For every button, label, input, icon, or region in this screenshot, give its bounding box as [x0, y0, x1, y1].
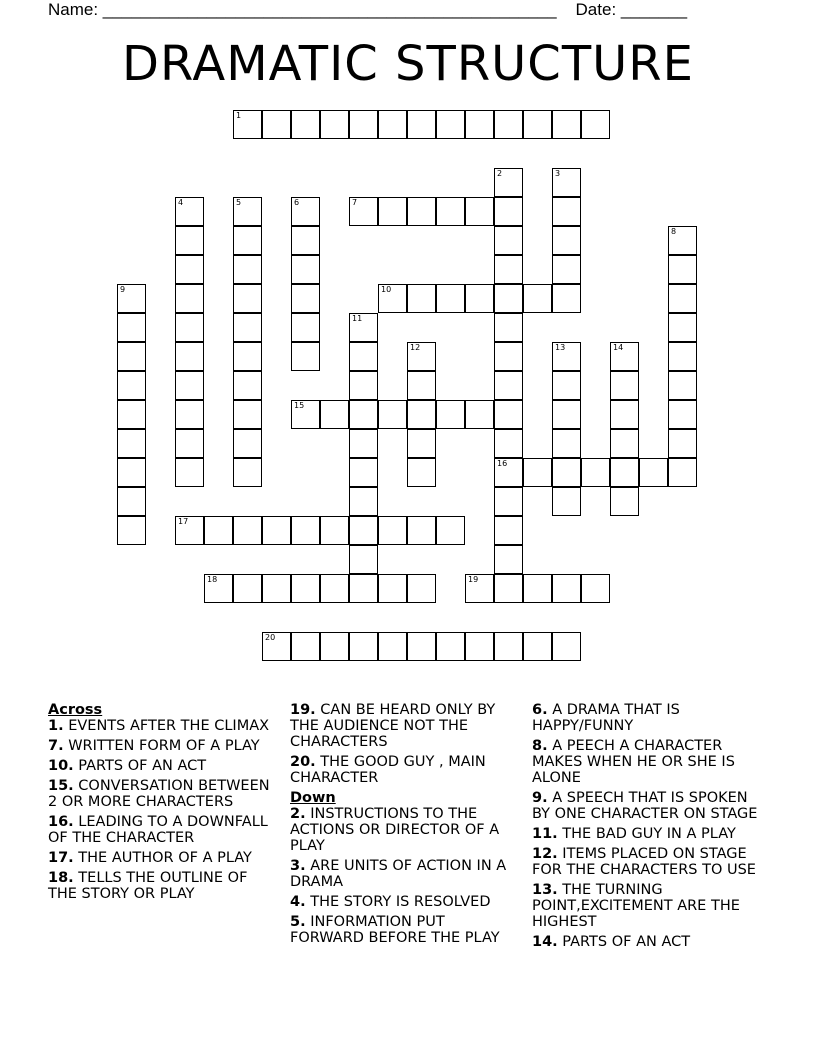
grid-cell[interactable]	[378, 632, 407, 661]
grid-cell[interactable]	[552, 574, 581, 603]
grid-cell[interactable]	[668, 429, 697, 458]
across-heading: Across	[48, 702, 103, 718]
grid-cell[interactable]	[349, 574, 378, 603]
grid-cell[interactable]	[320, 632, 349, 661]
grid-cell[interactable]	[465, 110, 494, 139]
grid-cell[interactable]	[436, 284, 465, 313]
clue-number-label: 6.	[532, 702, 548, 718]
grid-cell[interactable]	[465, 400, 494, 429]
grid-cell[interactable]	[378, 574, 407, 603]
grid-cell[interactable]	[117, 284, 146, 313]
clue-text: THE BAD GUY IN A PLAY	[557, 826, 736, 842]
clue-number-label: 11.	[532, 826, 558, 842]
clue-text: A PEECH A CHARACTER MAKES WHEN HE OR SHE IS ALONE	[532, 738, 735, 786]
grid-cell[interactable]	[465, 284, 494, 313]
clue-number: 20	[265, 633, 276, 642]
clue-number: 16	[497, 459, 508, 468]
grid-cell[interactable]	[407, 516, 436, 545]
grid-cell[interactable]	[494, 545, 523, 574]
down-clue	[532, 826, 764, 842]
grid-cell[interactable]	[262, 632, 291, 661]
grid-cell[interactable]	[465, 574, 494, 603]
grid-cell[interactable]	[378, 516, 407, 545]
grid-cell[interactable]	[523, 632, 552, 661]
grid-cell[interactable]	[349, 487, 378, 516]
clue-number-label: 8.	[532, 738, 548, 754]
clue-number-label: 5.	[290, 914, 306, 930]
grid-cell[interactable]	[291, 632, 320, 661]
across-clue	[48, 738, 280, 754]
grid-cell[interactable]	[117, 371, 146, 400]
grid-cell[interactable]	[349, 545, 378, 574]
clue-number: 11	[352, 314, 363, 323]
grid-cell[interactable]	[349, 313, 378, 342]
grid-cell[interactable]	[117, 342, 146, 371]
grid-cell[interactable]	[523, 284, 552, 313]
grid-cell[interactable]	[378, 197, 407, 226]
grid-cell[interactable]	[407, 371, 436, 400]
grid-cell[interactable]	[291, 255, 320, 284]
grid-cell[interactable]	[552, 429, 581, 458]
grid-cell[interactable]	[436, 110, 465, 139]
grid-cell[interactable]	[349, 516, 378, 545]
grid-cell[interactable]	[117, 487, 146, 516]
clue-number-label: 10.	[48, 758, 74, 774]
grid-cell[interactable]	[494, 371, 523, 400]
clue-text: THE GOOD GUY , MAIN CHARACTER	[290, 754, 486, 786]
clue-number: 19	[468, 575, 479, 584]
grid-cell[interactable]	[668, 255, 697, 284]
clue-text: ARE UNITS OF ACTION IN A DRAMA	[290, 858, 507, 890]
grid-cell[interactable]	[436, 197, 465, 226]
across-clue	[48, 718, 280, 734]
clue-text: CONVERSATION BETWEEN 2 OR MORE CHARACTERS	[48, 778, 270, 810]
clue-number-label: 4.	[290, 894, 306, 910]
grid-cell[interactable]	[494, 313, 523, 342]
grid-cell[interactable]	[349, 371, 378, 400]
grid-cell[interactable]	[175, 342, 204, 371]
grid-cell[interactable]	[175, 313, 204, 342]
grid-cell[interactable]	[349, 632, 378, 661]
clue-number-label: 14.	[532, 934, 558, 950]
grid-cell[interactable]	[233, 371, 262, 400]
grid-cell[interactable]	[349, 400, 378, 429]
clue-number-label: 1.	[48, 718, 64, 734]
clue-number: 18	[207, 575, 218, 584]
grid-cell[interactable]	[494, 110, 523, 139]
clue-column-3	[532, 702, 764, 954]
clue-number-label: 19.	[290, 702, 316, 718]
grid-cell[interactable]	[494, 168, 523, 197]
grid-cell[interactable]	[552, 284, 581, 313]
clue-number-label: 17.	[48, 850, 74, 866]
clue-number-label: 16.	[48, 814, 74, 830]
clue-number-label: 7.	[48, 738, 64, 754]
clue-text: TELLS THE OUTLINE OF THE STORY OR PLAY	[48, 870, 248, 902]
grid-cell[interactable]	[610, 429, 639, 458]
grid-cell[interactable]	[494, 226, 523, 255]
grid-cell[interactable]	[175, 284, 204, 313]
grid-cell[interactable]	[407, 110, 436, 139]
grid-cell[interactable]	[204, 574, 233, 603]
grid-cell[interactable]	[436, 400, 465, 429]
grid-cell[interactable]	[523, 458, 552, 487]
grid-cell[interactable]	[610, 342, 639, 371]
down-clue	[532, 702, 764, 734]
clue-number: 6	[294, 198, 300, 207]
grid-cell[interactable]	[465, 197, 494, 226]
grid-cell[interactable]	[117, 516, 146, 545]
grid-cell[interactable]	[320, 516, 349, 545]
down-heading: Down	[290, 790, 336, 806]
grid-cell[interactable]	[291, 197, 320, 226]
across-clue	[48, 778, 280, 810]
name-label: Name:	[48, 0, 103, 19]
clue-text: PARTS OF AN ACT	[557, 934, 691, 950]
grid-cell[interactable]	[494, 574, 523, 603]
clue-number: 13	[555, 343, 566, 352]
grid-cell[interactable]	[291, 342, 320, 371]
grid-cell[interactable]	[320, 400, 349, 429]
grid-cell[interactable]	[175, 458, 204, 487]
grid-cell[interactable]	[175, 371, 204, 400]
grid-cell[interactable]	[552, 110, 581, 139]
down-clue	[290, 894, 522, 910]
grid-cell[interactable]	[552, 168, 581, 197]
date-field[interactable]: _______	[620, 0, 688, 19]
grid-cell[interactable]	[523, 574, 552, 603]
clue-number: 9	[120, 285, 126, 294]
clue-text: CAN BE HEARD ONLY BY THE AUDIENCE NOT THE CHARACTERS	[290, 702, 496, 750]
puzzle-title: DRAMATIC STRUCTURE	[122, 36, 694, 92]
clue-number-label: 3.	[290, 858, 306, 874]
grid-cell[interactable]	[465, 632, 494, 661]
grid-cell[interactable]	[233, 400, 262, 429]
grid-cell[interactable]	[262, 110, 291, 139]
down-clue	[532, 882, 764, 930]
grid-cell[interactable]	[378, 284, 407, 313]
grid-cell[interactable]	[291, 110, 320, 139]
clue-number: 12	[410, 343, 421, 352]
clue-number-label: 9.	[532, 790, 548, 806]
clue-number: 17	[178, 517, 189, 526]
grid-cell[interactable]	[407, 632, 436, 661]
across-clue	[48, 758, 280, 774]
down-clue	[290, 914, 522, 946]
grid-cell[interactable]	[668, 226, 697, 255]
grid-cell[interactable]	[668, 313, 697, 342]
grid-cell[interactable]	[291, 574, 320, 603]
grid-cell[interactable]	[175, 197, 204, 226]
grid-cell[interactable]	[552, 197, 581, 226]
grid-cell[interactable]	[523, 110, 552, 139]
grid-cell[interactable]	[117, 429, 146, 458]
grid-cell[interactable]	[407, 458, 436, 487]
grid-cell[interactable]	[378, 110, 407, 139]
grid-cell[interactable]	[581, 574, 610, 603]
grid-cell[interactable]	[494, 458, 523, 487]
grid-cell[interactable]	[552, 255, 581, 284]
grid-cell[interactable]	[494, 255, 523, 284]
grid-cell[interactable]	[668, 458, 697, 487]
clue-text: THE AUTHOR OF A PLAY	[73, 850, 252, 866]
grid-cell[interactable]	[668, 371, 697, 400]
clue-number-label: 18.	[48, 870, 74, 886]
grid-cell[interactable]	[117, 458, 146, 487]
grid-cell[interactable]	[494, 516, 523, 545]
clue-text: PARTS OF AN ACT	[73, 758, 207, 774]
down-clue	[532, 846, 764, 878]
grid-cell[interactable]	[639, 458, 668, 487]
grid-cell[interactable]	[552, 371, 581, 400]
down-clue	[532, 738, 764, 786]
across-clue	[48, 850, 280, 866]
down-clue	[532, 934, 764, 950]
down-clue	[290, 858, 522, 890]
grid-cell[interactable]	[494, 632, 523, 661]
grid-cell[interactable]	[291, 400, 320, 429]
clue-number: 1	[236, 111, 242, 120]
down-clue	[532, 790, 764, 822]
clue-text: INSTRUCTIONS TO THE ACTIONS OR DIRECTOR OF A PLAY	[290, 806, 500, 854]
grid-cell[interactable]	[494, 487, 523, 516]
grid-cell[interactable]	[494, 197, 523, 226]
across-clue	[48, 870, 280, 902]
grid-cell[interactable]	[349, 342, 378, 371]
date-label: Date:	[575, 0, 621, 19]
clue-number-label: 20.	[290, 754, 316, 770]
grid-cell[interactable]	[204, 516, 233, 545]
grid-cell[interactable]	[291, 516, 320, 545]
clue-text: THE TURNING POINT,EXCITEMENT ARE THE HIGHEST	[532, 882, 740, 930]
grid-cell[interactable]	[233, 313, 262, 342]
grid-cell[interactable]	[610, 371, 639, 400]
clue-number-label: 15.	[48, 778, 74, 794]
clue-number: 3	[555, 169, 561, 178]
clue-number: 15	[294, 401, 305, 410]
grid-cell[interactable]	[494, 400, 523, 429]
grid-cell[interactable]	[552, 342, 581, 371]
grid-cell[interactable]	[436, 632, 465, 661]
clue-number: 14	[613, 343, 624, 352]
clue-number: 2	[497, 169, 503, 178]
clue-number-label: 12.	[532, 846, 558, 862]
grid-cell[interactable]	[552, 487, 581, 516]
grid-cell[interactable]	[320, 110, 349, 139]
clue-number-label: 2.	[290, 806, 306, 822]
across-clue	[290, 754, 522, 786]
grid-cell[interactable]	[407, 284, 436, 313]
grid-cell[interactable]	[552, 458, 581, 487]
grid-cell[interactable]	[349, 110, 378, 139]
clue-number: 7	[352, 198, 358, 207]
grid-cell[interactable]	[378, 400, 407, 429]
grid-cell[interactable]	[407, 429, 436, 458]
across-clue	[290, 702, 522, 750]
grid-cell[interactable]	[175, 516, 204, 545]
grid-cell[interactable]	[233, 429, 262, 458]
grid-cell[interactable]	[233, 574, 262, 603]
grid-cell[interactable]	[610, 458, 639, 487]
grid-cell[interactable]	[175, 429, 204, 458]
name-field[interactable]: ________________________________________________	[102, 0, 557, 19]
grid-cell[interactable]	[552, 400, 581, 429]
clue-text: WRITTEN FORM OF A PLAY	[63, 738, 260, 754]
clue-column-1	[48, 702, 280, 906]
grid-cell[interactable]	[175, 400, 204, 429]
grid-cell[interactable]	[668, 284, 697, 313]
grid-cell[interactable]	[291, 284, 320, 313]
grid-cell[interactable]	[262, 516, 291, 545]
grid-cell[interactable]	[291, 313, 320, 342]
clue-text: EVENTS AFTER THE CLIMAX	[63, 718, 270, 734]
grid-cell[interactable]	[233, 342, 262, 371]
grid-cell[interactable]	[494, 429, 523, 458]
grid-cell[interactable]	[175, 226, 204, 255]
grid-cell[interactable]	[668, 342, 697, 371]
grid-cell[interactable]	[552, 226, 581, 255]
grid-cell[interactable]	[320, 574, 349, 603]
grid-cell[interactable]	[117, 400, 146, 429]
grid-cell[interactable]	[262, 574, 291, 603]
grid-cell[interactable]	[233, 110, 262, 139]
clue-text: INFORMATION PUT FORWARD BEFORE THE PLAY	[290, 914, 500, 946]
grid-cell[interactable]	[552, 632, 581, 661]
grid-cell[interactable]	[407, 400, 436, 429]
grid-cell[interactable]	[610, 487, 639, 516]
grid-cell[interactable]	[291, 226, 320, 255]
down-clue	[290, 806, 522, 854]
grid-cell[interactable]	[233, 226, 262, 255]
grid-cell[interactable]	[610, 400, 639, 429]
clue-number: 5	[236, 198, 242, 207]
grid-cell[interactable]	[494, 342, 523, 371]
grid-cell[interactable]	[349, 197, 378, 226]
grid-cell[interactable]	[349, 458, 378, 487]
grid-cell[interactable]	[436, 516, 465, 545]
grid-cell[interactable]	[233, 516, 262, 545]
grid-cell[interactable]	[117, 313, 146, 342]
grid-cell[interactable]	[407, 574, 436, 603]
grid-cell[interactable]	[581, 110, 610, 139]
clue-text: LEADING TO A DOWNFALL OF THE CHARACTER	[48, 814, 268, 846]
clue-column-2	[290, 702, 522, 950]
clue-text: THE STORY IS RESOLVED	[305, 894, 491, 910]
grid-cell[interactable]	[233, 197, 262, 226]
grid-cell[interactable]	[233, 255, 262, 284]
grid-cell[interactable]	[175, 255, 204, 284]
across-clue	[48, 814, 280, 846]
grid-cell[interactable]	[581, 458, 610, 487]
clue-number: 8	[671, 227, 677, 236]
grid-cell[interactable]	[494, 284, 523, 313]
grid-cell[interactable]	[233, 284, 262, 313]
clue-number-label: 13.	[532, 882, 558, 898]
grid-cell[interactable]	[233, 458, 262, 487]
clue-text: A SPEECH THAT IS SPOKEN BY ONE CHARACTER ON STAGE	[532, 790, 758, 822]
grid-cell[interactable]	[407, 197, 436, 226]
grid-cell[interactable]	[668, 400, 697, 429]
grid-cell[interactable]	[407, 342, 436, 371]
grid-cell[interactable]	[349, 429, 378, 458]
clue-text: ITEMS PLACED ON STAGE FOR THE CHARACTERS TO USE	[532, 846, 756, 878]
clue-number: 10	[381, 285, 392, 294]
clue-text: A DRAMA THAT IS HAPPY/FUNNY	[532, 702, 680, 734]
clue-number: 4	[178, 198, 184, 207]
